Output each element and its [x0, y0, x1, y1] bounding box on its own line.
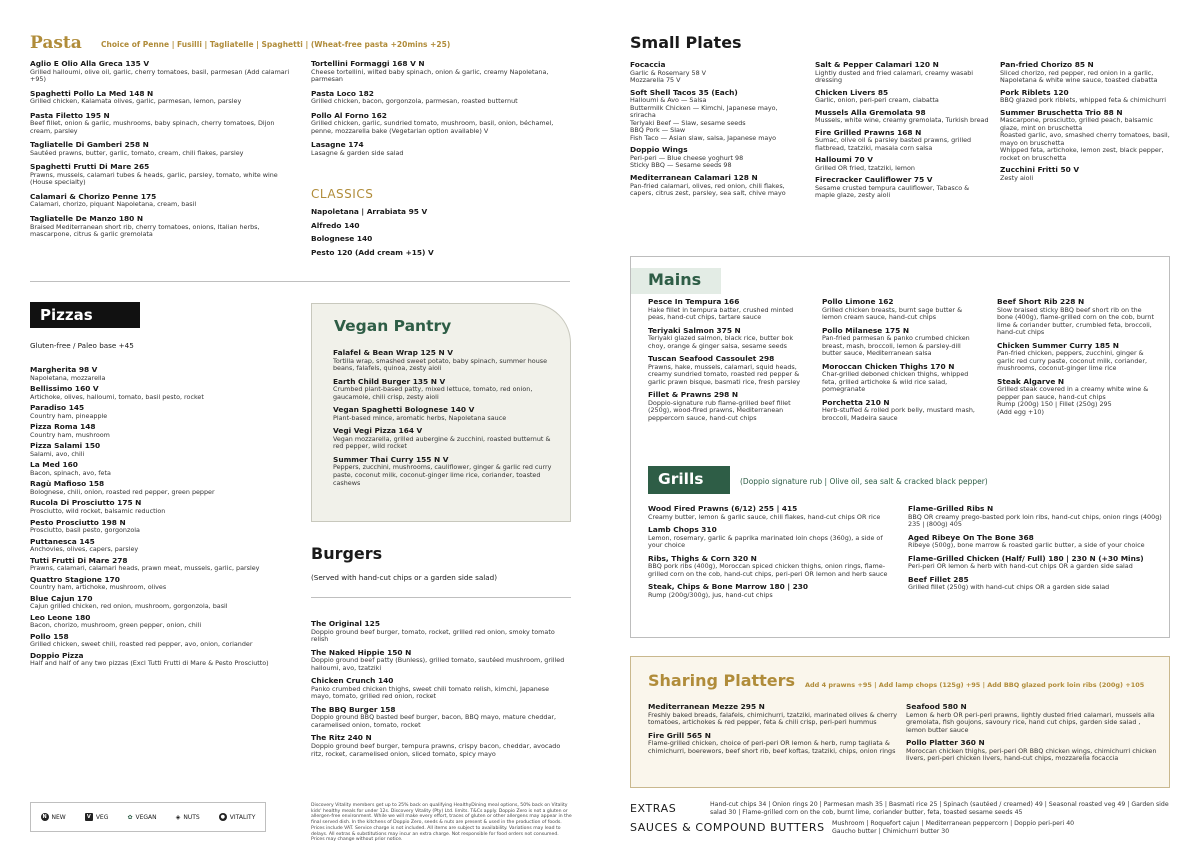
menu-item — [333, 427, 559, 451]
menu-item — [30, 652, 292, 668]
menu-item-desc: Peri-peri — Blue cheese yoghurt 98 Sticky BBQ — Sesame seeds 98 — [630, 153, 744, 170]
menu-item-name: Doppio Pizza — [30, 650, 84, 660]
menu-item-name: Pollo 158 — [30, 631, 69, 641]
mains-column-1 — [648, 298, 803, 428]
menu-item-desc: Creamy butter, lemon & garlic sauce, chili flakes, hand-cut chips OR rice — [648, 512, 881, 521]
menu-item — [648, 298, 803, 322]
burgers-column — [311, 620, 566, 763]
menu-item-desc: Pan-fried calamari, olives, red onion, chili flakes, capers, citrus zest, parsley, sea salt, chive mayo — [630, 181, 786, 198]
menu-item — [822, 327, 982, 358]
menu-item — [815, 89, 990, 105]
menu-item-desc: Herb-stuffed & rolled pork belly, mustard mash, broccoli, Madeira sauce — [822, 406, 975, 422]
menu-item-desc: Garlic, onion, peri-peri cream, ciabatta — [815, 96, 939, 105]
menu-item-desc: Prawns, hake, mussels, calamari, squid heads, creamy sundried tomato, roasted red pepper & garlic prawn bisque, basmati rice, fresh parsley — [648, 362, 801, 386]
menu-item — [30, 423, 292, 439]
menu-item — [311, 734, 566, 758]
menu-item — [815, 129, 990, 153]
menu-item-desc: Napoletana, mozzarella — [30, 373, 106, 382]
sharing-platters-subtitle: Add 4 prawns +95 | Add lamp chops (125g) +95 | Add BBQ glazed pork loin ribs (200g) +105 — [805, 681, 1145, 689]
menu-item-desc: Grilled steak covered in a creamy white wine & pepper pan sauce, hand-cut chips Rump (200g) 150 | Fillet (250g) 295 (Add egg +10) — [997, 385, 1149, 417]
menu-item-desc: Bacon, spinach, avo, feta — [30, 468, 111, 477]
menu-item-desc: Ribeye (500g), bone marrow & roasted garlic butter, a side of your choice — [908, 541, 1145, 550]
divider — [30, 281, 570, 282]
sharing-column-2 — [906, 703, 1161, 768]
legend — [30, 802, 266, 832]
menu-item-desc: Teriyaki glazed salmon, black rice, butter bok choy, orange & ginger salsa, sesame seeds — [648, 334, 794, 350]
menu-item — [30, 112, 290, 136]
menu-item — [648, 555, 896, 579]
menu-item-desc: Bolognese, chili, onion, roasted red pepper, green pepper — [30, 487, 215, 496]
legend-vitality: ● VITALITY — [220, 813, 256, 821]
menu-item-name: Doppio Wings — [630, 145, 688, 155]
small-plates-title: Small Plates — [630, 33, 742, 52]
menu-item — [648, 526, 896, 550]
menu-item-desc: Zesty aioli — [1000, 173, 1034, 182]
small-plates-column-1 — [630, 61, 800, 202]
menu-item-name: Focaccia — [630, 60, 666, 69]
menu-item — [30, 90, 290, 106]
mains-title: Mains — [648, 270, 702, 289]
menu-item-desc: Beef fillet, onion & garlic, mushrooms, baby spinach, cherry tomatoes, Dijon cream, parsley — [30, 119, 275, 135]
menu-item-name: Vegi Vegi Pizza 164 V — [333, 426, 423, 436]
legend-vegan: ✿ VEGAN — [127, 813, 157, 821]
menu-item — [333, 406, 559, 422]
menu-item — [997, 378, 1159, 417]
menu-item-name: Quattro Stagione 170 — [30, 574, 120, 584]
menu-item — [311, 112, 571, 136]
menu-item — [815, 176, 990, 200]
menu-item-name: Pollo Platter 360 N — [906, 738, 985, 748]
menu-item-name: Aged Ribeye On The Bone 368 — [908, 532, 1034, 542]
menu-item — [908, 576, 1163, 592]
classics-item: Napoletana | Arrabiata 95 V — [311, 207, 428, 216]
menu-item-desc: Moroccan chicken thighs, peri-peri OR BBQ chicken wings, chimichurri chicken livers, peri-peri chicken livers, hand-cut chips, mozzarella focaccia — [906, 746, 1157, 763]
menu-item-desc: Sesame crusted tempura cauliflower, Tabasco & maple glaze, zesty aioli — [815, 183, 970, 200]
menu-item-desc: Crumbed plant-based patty, mixed lettuce, tomato, red onion, gaucamole, chili crisp, zesty aioli — [333, 385, 533, 401]
menu-item-name: Spaghetti Frutti Di Mare 265 — [30, 162, 150, 172]
menu-item-name: Teriyaki Salmon 375 N — [648, 325, 741, 335]
menu-item — [30, 215, 290, 239]
menu-item-desc: Grilled OR fried, tzatziki, lemon — [815, 163, 915, 172]
menu-item — [30, 193, 290, 209]
menu-item-desc: Vegan mozzarella, grilled aubergine & zucchini, roasted butternut & red pepper, wild rocket — [333, 434, 551, 451]
mains-column-2 — [822, 298, 982, 428]
menu-item-name: Mussels Alla Gremolata 98 — [815, 107, 926, 117]
vegan-pantry-title: Vegan Pantry — [334, 317, 452, 335]
menu-item — [815, 61, 990, 85]
grills-title: Grills — [648, 466, 730, 494]
menu-item-desc: Grilled chicken breasts, burnt sage butter & lemon cream sauce, hand-cut chips — [822, 305, 963, 322]
menu-item — [648, 327, 803, 351]
menu-item-desc: Lemon & herb OR peri-peri prawns, lightly dusted fried calamari, mussels alla gremolata, fish goujons, savoury rice, hand cut chips, garden side salad , lemon butter sauce — [906, 710, 1155, 734]
menu-item — [311, 90, 571, 106]
menu-item — [30, 557, 292, 573]
leaf-icon: ✿ — [127, 813, 133, 821]
menu-item — [30, 633, 292, 649]
menu-item-name: La Med 160 — [30, 460, 78, 470]
menu-item-desc: Rump (200g/300g), jus, hand-cut chips — [648, 590, 773, 599]
menu-item-desc: Prosciutto, basil pesto, gorgonzola — [30, 526, 140, 535]
burgers-title: Burgers — [311, 544, 383, 563]
menu-item — [815, 156, 990, 172]
menu-item — [648, 703, 898, 727]
menu-item-desc: Panko crumbed chicken thighs, sweet chili tomato relish, kimchi, Japanese mayo, tomato, grilled red onion, rocket — [311, 684, 550, 701]
menu-item-name: Tortellini Formaggi 168 V N — [311, 59, 425, 68]
menu-item-name: Tuscan Seafood Cassoulet 298 — [648, 354, 775, 364]
menu-item-name: Pollo Milanese 175 N — [822, 325, 910, 335]
menu-item — [30, 141, 290, 157]
menu-item-desc: Mascarpone, prosciutto, grilled peach, balsamic glaze, mint on bruschetta Roasted garlic, avo, smashed cherry tomatoes, basil, mayo on bruschetta Whipped feta, artichoke, lemon zest, black pepper, rocket on bruschetta — [1000, 116, 1170, 162]
menu-item-name: Wood Fired Prawns (6/12) 255 | 415 — [648, 504, 798, 513]
menu-item-name: Vegan Spaghetti Bolognese 140 V — [333, 405, 475, 415]
sauces-text: Mushroom | Roquefort cajun | Mediterranean peppercorn | Doppio peri-peri 40 Gaucho butter | Chimichurri butter 30 — [832, 820, 1075, 836]
menu-item-desc: Garlic & Rosemary 58 V Mozzarella 75 V — [630, 68, 707, 85]
menu-item — [30, 385, 292, 401]
menu-item — [630, 61, 800, 85]
classics-item: Bolognese 140 — [311, 234, 373, 244]
menu-item-desc: Sliced chorizo, red pepper, red onion in a garlic, Napoletana & white wine sauce, toasted ciabatta — [1000, 68, 1158, 85]
menu-item-name: Bellissimo 160 V — [30, 384, 99, 394]
menu-item-name: Summer Thai Curry 155 N V — [333, 454, 449, 464]
menu-item-name: Tutti Frutti Di Mare 278 — [30, 555, 128, 565]
menu-item-name: Beef Short Rib 228 N — [997, 297, 1085, 306]
pasta-column-2 — [311, 60, 571, 163]
menu-item-desc: Freshly baked breads, falafels, chimichurri, tzatziki, marinated olives & cherry tomatoes, artichokes & red pepper, feta & chili crisp, peri-peri hummus — [648, 710, 898, 727]
veg-icon: V — [85, 813, 93, 821]
vegan-column — [333, 349, 559, 492]
menu-item-desc: Sautéed prawns, butter, garlic, tomato, cream, chili flakes, parsley — [30, 148, 244, 157]
pizzas-title: Pizzas — [30, 302, 140, 328]
classics-item: Alfredo 140 — [311, 220, 360, 230]
menu-item-name: Tagliatelle Di Gamberi 258 N — [30, 140, 149, 150]
menu-item-name: Salt & Pepper Calamari 120 N — [815, 60, 939, 69]
grills-column-1 — [648, 505, 896, 604]
menu-item-name: Pan-fried Chorizo 85 N — [1000, 60, 1094, 69]
menu-item — [630, 89, 800, 143]
menu-item-name: Pizza Salami 150 — [30, 441, 101, 451]
menu-item-desc: Country ham, mushroom — [30, 430, 110, 439]
menu-item-desc: Prawns, mussels, calamari tubes & heads, garlic, parsley, tomato, white wine (House specialty) — [30, 170, 278, 187]
menu-item — [997, 342, 1159, 373]
menu-item-name: Pesto Prosciutto 198 N — [30, 517, 126, 527]
menu-item — [333, 349, 559, 373]
menu-item-desc: Calamari, chorizo, piquant Napoletana, cream, basil — [30, 200, 197, 209]
menu-item — [311, 677, 566, 701]
menu-item — [648, 355, 803, 386]
menu-item-desc: Cajun grilled chicken, red onion, mushroom, gorgonzola, basil — [30, 602, 228, 611]
menu-item-desc: Plant-based mince, aromatic herbs, Napoletana sauce — [333, 413, 507, 422]
menu-item-desc: Grilled fillet (250g) with hand-cut chips OR a garden side salad — [908, 583, 1110, 592]
classics-item: Pesto 120 (Add cream +15) V — [311, 247, 434, 257]
menu-item-desc: Pan-fried parmesan & panko crumbed chicken breast, mash, broccoli, lemon & parsley-dill butter sauce, Mediterranean salsa — [822, 334, 970, 358]
menu-item — [311, 649, 566, 673]
menu-item — [906, 739, 1161, 763]
menu-item-desc: Salami, avo, chili — [30, 449, 85, 458]
menu-item-name: Ragù Mafioso 158 — [30, 479, 105, 489]
menu-item — [908, 505, 1163, 529]
menu-item — [648, 583, 896, 599]
menu-item — [997, 298, 1159, 337]
menu-item — [630, 146, 800, 170]
menu-item-desc: Char-grilled deboned chicken thighs, whipped feta, grilled artichoke & wild rice salad, pomegranate — [822, 370, 969, 394]
small-plates-column-2 — [815, 61, 990, 204]
menu-item-desc: Grilled chicken, sweet chili, roasted red pepper, avo, onion, coriander — [30, 640, 253, 649]
menu-item-name: Steak Algarve N — [997, 376, 1065, 386]
menu-item — [908, 555, 1163, 571]
menu-item-desc: Hake fillet in tempura batter, crushed minted peas, hand-cut chips, tartare sauce — [648, 305, 794, 322]
menu-item — [333, 378, 559, 402]
menu-item-desc: BBQ OR creamy prego-basted pork loin ribs, hand-cut chips, onion rings (400g) 235 | (800g) 405 — [908, 512, 1162, 529]
menu-item-desc: Sumac, olive oil & parsley basted prawns, grilled flatbread, tzatziki, masala corn salsa — [815, 136, 972, 152]
menu-item-desc: Anchovies, olives, capers, parsley — [30, 545, 139, 554]
small-plates-column-3 — [1000, 61, 1172, 187]
pasta-title: Pasta — [30, 33, 82, 53]
nuts-icon: ◈ — [175, 813, 181, 821]
sharing-column-1 — [648, 703, 898, 760]
menu-item-name: Seafood 580 N — [906, 702, 967, 711]
pizza-base-note: Gluten-free / Paleo base +45 — [30, 341, 134, 350]
menu-item-name: Pollo Limone 162 — [822, 297, 894, 306]
menu-item-desc: Doppio ground beef burger, tomato, rocket, grilled red onion, smoky tomato relish — [311, 627, 555, 644]
menu-item-name: Paradiso 145 — [30, 403, 85, 413]
menu-item-desc: Bacon, chorizo, mushroom, green pepper, onion, chili — [30, 621, 202, 630]
menu-item — [30, 442, 292, 458]
sharing-platters-title: Sharing Platters — [648, 671, 796, 690]
menu-item-name: Chicken Crunch 140 — [311, 676, 394, 686]
menu-item-desc: BBQ glazed pork riblets, whipped feta & chimichurri — [1000, 96, 1167, 105]
legend-veg: V VEG — [85, 813, 109, 821]
menu-item-name: Fillet & Prawns 298 N — [648, 390, 739, 400]
menu-item-name: Chicken Summer Curry 185 N — [997, 340, 1119, 350]
menu-item — [311, 620, 566, 644]
menu-item — [822, 399, 982, 423]
menu-item-name: Firecracker Cauliflower 75 V — [815, 175, 933, 185]
menu-item-name: Flame-Grilled Chicken (Half/ Full) 180 | 230 N (+30 Mins) — [908, 553, 1144, 563]
menu-item-desc: Artichoke, olives, halloumi, tomato, basil pesto, rocket — [30, 392, 204, 401]
menu-item-desc: Prawns, calamari, calamari heads, prawn meat, mussels, garlic, parsley — [30, 564, 260, 573]
menu-item-desc: Doppio ground beef patty (Bunless), grilled tomato, sautéed mushroom, grilled halloumi, avo, tzatziki — [311, 656, 565, 672]
menu-item — [30, 461, 292, 477]
legend-nuts: ◈ NUTS — [175, 813, 200, 821]
menu-item — [1000, 61, 1172, 85]
menu-item — [30, 576, 292, 592]
menu-item-desc: Prosciutto, wild rocket, balsamic reduction — [30, 506, 166, 515]
menu-item-desc: BBQ pork ribs (400g), Moroccan spiced chicken thighs, onion rings, flame-grilled corn on the cob, hand-cut chips, peri-peri OR lemon and herb sauce — [648, 562, 888, 578]
menu-item-name: Lasagne 174 — [311, 140, 364, 150]
menu-item-desc: Doppio ground BBQ basted beef burger, bacon, BBQ mayo, mature cheddar, caramelised onion, tomato, rocket — [311, 713, 557, 729]
menu-item-name: Pasta Filetto 195 N — [30, 110, 110, 120]
menu-item-desc: Flame-grilled chicken, choice of peri-peri OR lemon & herb, rump tagliata & chimichurri, boerewors, beef short rib, beef koftas, tzatziki, chips, onion rings — [648, 739, 896, 755]
menu-item-desc: Grilled chicken, bacon, gorgonzola, parmesan, roasted butternut — [311, 97, 518, 106]
menu-item-desc: Braised Mediterranean short rib, cherry tomatoes, onions, Italian herbs, mascarpone, citrus & garlic gremolata — [30, 222, 260, 239]
menu-item-name: The Original 125 — [311, 619, 380, 628]
menu-item — [648, 732, 898, 756]
menu-item-desc: Tortilla wrap, smashed sweet potato, baby spinach, summer house beans, falafels, quinoa, zesty aioli — [333, 356, 548, 373]
menu-item-name: Aglio E Olio Alla Greca 135 V — [30, 59, 150, 68]
menu-item-name: Puttanesca 145 — [30, 536, 95, 546]
menu-item-desc: Slow braised sticky BBQ beef short rib on the bone (400g), flame-grilled corn on the cob, burnt lime & coriander butter, crumbled feta, broccoli, hand-cut chips — [997, 305, 1154, 337]
menu-item-desc: Pan-fried chicken, peppers, zucchini, ginger & garlic red curry paste, coconut milk, coriander, mushrooms, coconut-ginger lime rice — [997, 349, 1147, 373]
menu-item-desc: Lasagne & garden side salad — [311, 148, 404, 157]
menu-item-name: Chicken Livers 85 — [815, 87, 889, 97]
classics-list — [311, 208, 576, 257]
menu-item-name: Spaghetti Pollo La Med 148 N — [30, 88, 154, 98]
menu-item — [1000, 109, 1172, 163]
menu-item-desc: Country ham, pineapple — [30, 411, 108, 420]
menu-item-name: Steak, Chips & Bone Marrow 180 | 230 — [648, 582, 809, 592]
menu-item-name: Lamb Chops 310 — [648, 525, 717, 535]
menu-item-desc: Peppers, zucchini, mushrooms, cauliflower, ginger & garlic red curry paste, coconut milk, coconut-ginger lime rice, coriander, toasted cashews — [333, 463, 552, 487]
menu-item-name: Ribs, Thighs & Corn 320 N — [648, 553, 757, 563]
classics-title: CLASSICS — [311, 187, 374, 201]
menu-item-name: Tagliatelle De Manzo 180 N — [30, 214, 144, 224]
mains-column-3 — [997, 298, 1159, 422]
menu-item-name: Porchetta 210 N — [822, 397, 890, 407]
menu-item-name: Fire Grilled Prawns 168 N — [815, 127, 922, 137]
menu-item — [822, 363, 982, 394]
menu-item-desc: Half and half of any two pizzas (Excl Tutti Frutti di Mare & Pesto Prosciutto) — [30, 659, 269, 668]
menu-item — [815, 109, 990, 125]
grills-subtitle: (Doppio signature rub | Olive oil, sea salt & cracked black pepper) — [740, 477, 988, 486]
menu-item-name: Mediterranean Mezze 295 N — [648, 702, 765, 711]
new-icon: N — [42, 814, 47, 820]
menu-item — [30, 163, 290, 187]
menu-item — [1000, 89, 1172, 105]
extras-title: EXTRAS — [630, 802, 677, 815]
menu-item — [30, 366, 292, 382]
menu-item-name: Zucchini Fritti 50 V — [1000, 165, 1080, 175]
menu-item-name: The BBQ Burger 158 — [311, 704, 396, 714]
menu-item — [30, 614, 292, 630]
menu-item-name: Moroccan Chicken Thighs 170 N — [822, 361, 955, 371]
menu-item — [333, 456, 559, 487]
menu-item-name: Soft Shell Tacos 35 (Each) — [630, 87, 738, 97]
menu-item-name: Pizza Roma 148 — [30, 422, 96, 432]
menu-item-name: Flame-Grilled Ribs N — [908, 504, 994, 513]
menu-item — [648, 391, 803, 422]
menu-item-name: Beef Fillet 285 — [908, 574, 969, 584]
menu-item-name: Blue Cajun 170 — [30, 593, 93, 603]
menu-item — [30, 480, 292, 496]
menu-item — [908, 534, 1163, 550]
menu-item — [30, 404, 292, 420]
menu-item — [630, 174, 800, 198]
menu-item-name: Mediterranean Calamari 128 N — [630, 173, 758, 183]
vitality-icon: ● — [220, 814, 225, 820]
menu-item — [30, 60, 290, 84]
menu-item-desc: Lemon, rosemary, garlic & paprika marinated loin chops (360g), a side of your choice — [648, 533, 883, 550]
menu-item-desc: Country ham, artichoke, mushroom, olives — [30, 583, 167, 592]
divider — [311, 597, 571, 598]
menu-item-name: Halloumi 70 V — [815, 155, 873, 165]
menu-item-name: The Ritz 240 N — [311, 733, 372, 743]
menu-item — [648, 505, 896, 521]
menu-item-name: Rucola Di Prosciutto 175 N — [30, 498, 142, 508]
grills-column-2 — [908, 505, 1163, 597]
menu-item — [906, 703, 1161, 734]
menu-item-desc: Grilled chicken, Kalamata olives, garlic, parmesan, lemon, parsley — [30, 97, 242, 106]
menu-item-name: Fire Grill 565 N — [648, 730, 711, 740]
menu-item-desc: Halloumi & Avo — Salsa Buttermilk Chicken — Kimchi, Japanese mayo, sriracha Teriyaki Beef — Slaw, sesame seeds BBQ Pork — Slaw Fish Taco — Asian slaw, salsa, Japanese mayo — [630, 96, 778, 142]
menu-item-name: The Naked Hippie 150 N — [311, 647, 412, 657]
menu-item-name: Falafel & Bean Wrap 125 N V — [333, 348, 453, 357]
disclaimer: Discovery Vitality members get up to 25% back on qualifying HealthyDining meal options, 50% back on Vitality kids' healthy meals for under 12s. Discovery Vitality (Pty) Ltd. limits. T&Cs apply. Doppio Zero is not a gluten or allergen-free environment. While we will make every effort, traces of gluten or other allergens may appear in the final served dish. In the kitchens of Doppio Zero, seeds & nuts are present & used in the production of foods. Prices include VAT. Service charge is not included. All items are subject to availability. Variations may lead to delays. All extras & substitutions may incur an extra charge. Not responsible for food orders not consumed. Prices may change without prior notice. — [311, 803, 572, 843]
menu-item-name: Calamari & Chorizo Penne 175 — [30, 191, 157, 201]
menu-item — [30, 538, 292, 554]
pizzas-column — [30, 366, 292, 671]
menu-item-name: Pollo Al Forno 162 — [311, 110, 387, 120]
extras-text: Hand-cut chips 34 | Onion rings 20 | Parmesan mash 35 | Basmati rice 25 | Spinach (sautéed / creamed) 49 | Seasonal roasted veg 49 | Garden side salad 30 | Flame-grilled corn on the cob, burnt lime, coriander butter, feta, toasted sesame seeds 45 — [710, 801, 1169, 817]
burgers-subtitle: (Served with hand-cut chips or a garden side salad) — [311, 573, 498, 582]
pasta-subtitle: Choice of Penne | Fusilli | Tagliatelle | Spaghetti | (Wheat-free pasta +20mins +25) — [101, 40, 451, 49]
menu-item — [311, 141, 571, 157]
menu-item — [30, 595, 292, 611]
menu-item-name: Pasta Loco 182 — [311, 88, 374, 98]
pasta-column-1 — [30, 60, 290, 245]
menu-item-name: Margherita 98 V — [30, 365, 98, 374]
menu-item — [311, 706, 566, 730]
sauces-title: SAUCES & COMPOUND BUTTERS — [630, 821, 825, 834]
menu-item-name: Pesce In Tempura 166 — [648, 297, 740, 306]
menu-item-name: Summer Bruschetta Trio 88 N — [1000, 107, 1123, 117]
menu-item — [30, 499, 292, 515]
menu-item — [1000, 166, 1172, 182]
menu-item-desc: Grilled halloumi, olive oil, garlic, cherry tomatoes, basil, parmesan (Add calamari +95) — [30, 67, 290, 84]
menu-item-desc: Cheese tortellini, wilted baby spinach, onion & garlic, creamy Napoletana, parmesan — [311, 67, 549, 84]
menu-item — [822, 298, 982, 322]
menu-item-desc: Lightly dusted and fried calamari, creamy wasabi dressing — [815, 68, 974, 85]
menu-item-name: Pork Riblets 120 — [1000, 87, 1069, 97]
legend-new: N NEW — [42, 813, 66, 821]
menu-item-name: Leo Leone 180 — [30, 612, 91, 622]
menu-item-desc: Doppio ground beef burger, tempura prawns, crispy bacon, cheddar, avocado ritz, rocket, caramelised onion, sliced tomato, spicy mayo — [311, 741, 561, 758]
menu-item-name: Earth Child Burger 135 N V — [333, 376, 446, 386]
menu-item-desc: Peri-peri OR lemon & herb with hand-cut chips OR a garden side salad — [908, 562, 1133, 571]
menu-item-desc: Mussels, white wine, creamy gremolata, Turkish bread — [815, 116, 989, 125]
menu-item — [30, 519, 292, 535]
menu-item-desc: Doppio-signature rub flame-grilled beef fillet (250g), wood-fired prawns, Mediterranean peppercorn sauce, hand-cut chips — [648, 398, 791, 422]
menu-item — [311, 60, 571, 84]
menu-item-desc: Grilled chicken, garlic, sundried tomato, mushroom, basil, onion, béchamel, penne, mozzarella bake (Vegetarian option available) V — [311, 119, 554, 135]
